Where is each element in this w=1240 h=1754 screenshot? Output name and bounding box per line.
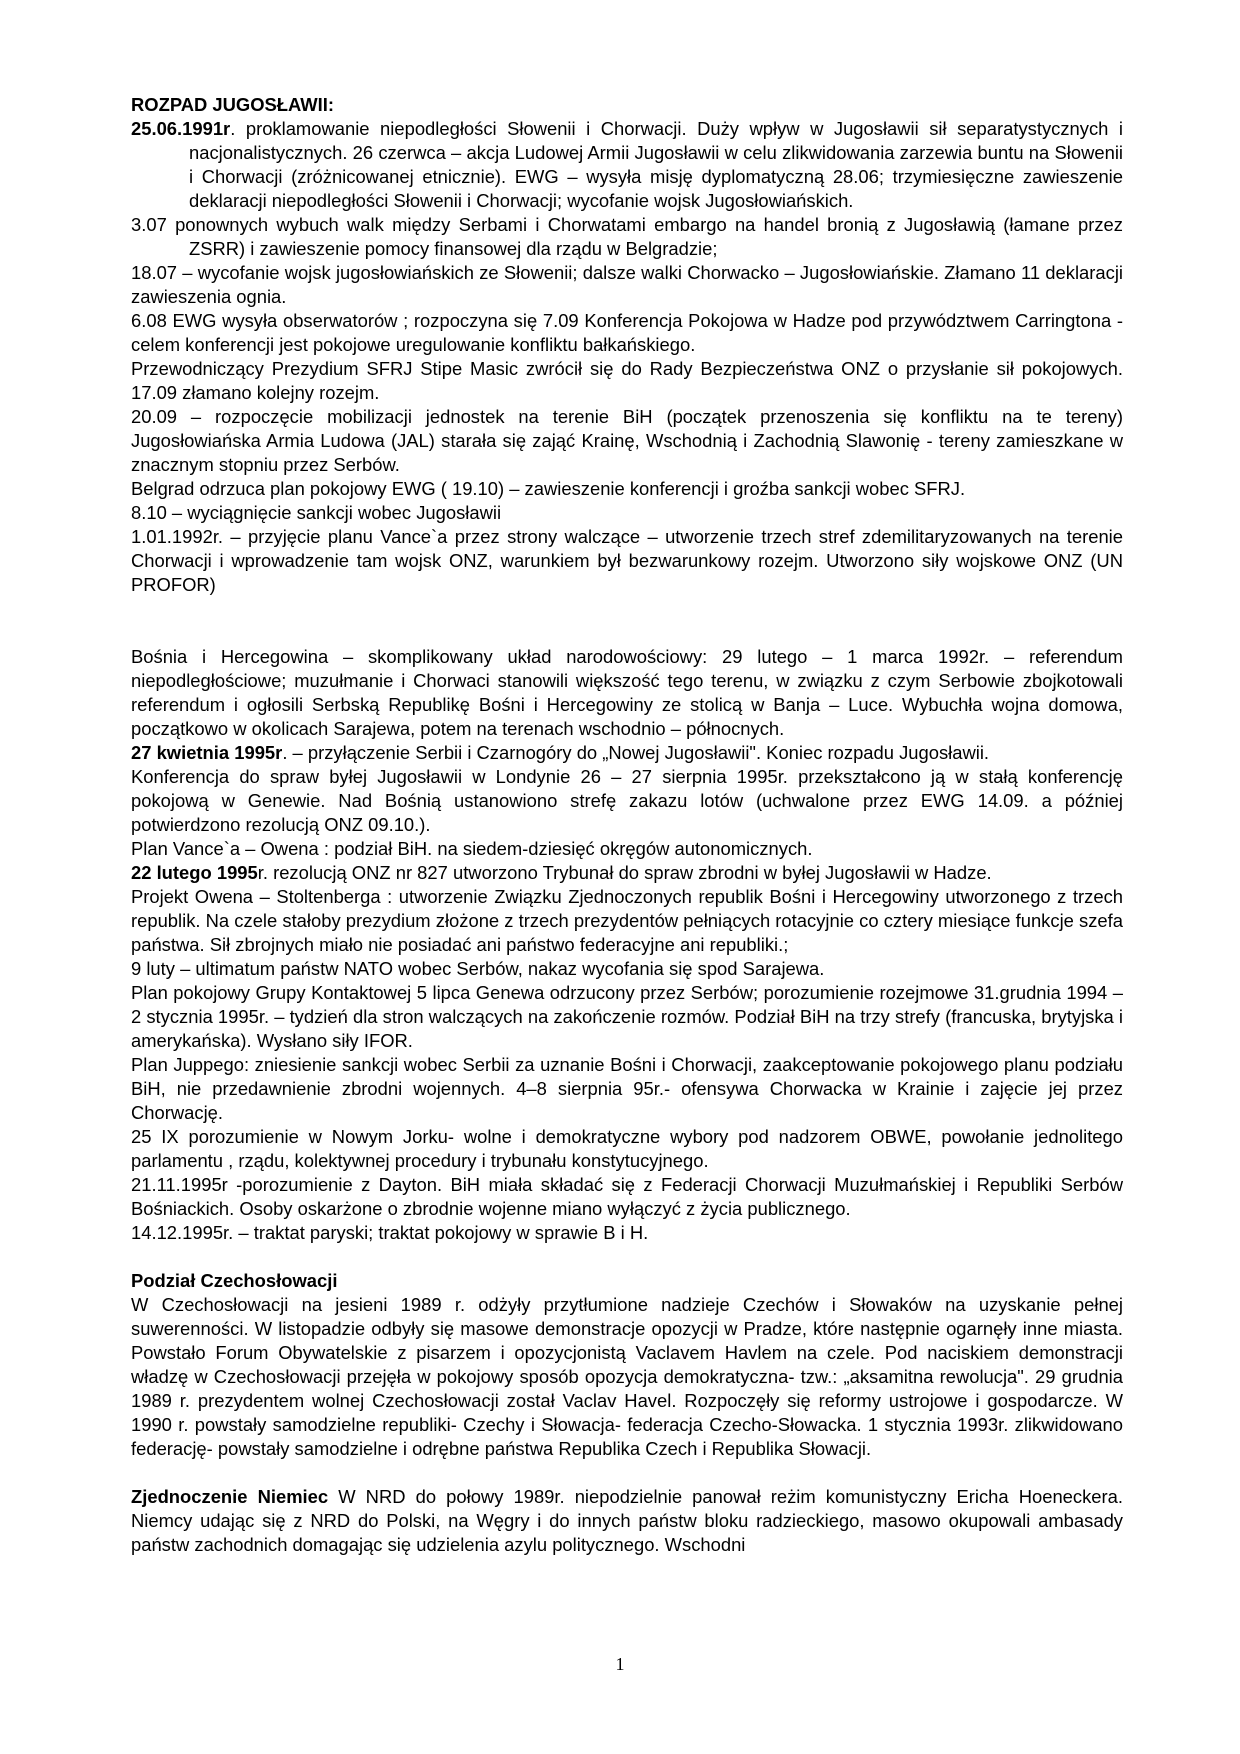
- paragraph-spacer: [131, 621, 1123, 645]
- date-highlight: 22 lutego 1995: [131, 862, 258, 883]
- document-body: [131, 93, 1123, 1557]
- date-suffix: r: [257, 862, 263, 883]
- paragraph: 25 IX porozumienie w Nowym Jorku- wolne i demokratyczne wybory pod nadzorem OBWE, powołanie jednolitego parlamentu , rządu, kolektywnej procedury i trybunału konstytucyjnego.: [131, 1126, 1123, 1171]
- paragraph-text: . proklamowanie niepodległości Słowenii i Chorwacji. Duży wpływ w Jugosławii sił separatystycznych i nacjonalistycznych. 26 czerwca – akcja Ludowej Armii Jugosławii w celu zlikwidowania zarzewia buntu na Słowenii i Chorwacji (zróżnicowanej etnicznie). EWG – wysyła misję dyplomatyczną 28.06; trzymiesięczne zawieszenie deklaracji niepodległości Słowenii i Chorwacji; wycofanie wojsk Jugosłowiańskich.: [189, 118, 1123, 211]
- paragraph: 6.08 EWG wysyła obserwatorów ; rozpoczyna się 7.09 Konferencja Pokojowa w Hadze pod przywództwem Carringtona - celem konferencji jest pokojowe uregulowanie konfliktu bałkańskiego.: [131, 310, 1123, 355]
- paragraph: 1.01.1992r. – przyjęcie planu Vance`a przez strony walczące – utworzenie trzech stref zdemilitaryzowanych na terenie Chorwacji i wprowadzenie tam wojsk ONZ, warunkiem był bezwarunkowy rozejm. Utworzono siły wojskowe ONZ (UN PROFOR): [131, 526, 1123, 595]
- paragraph: 20.09 – rozpoczęcie mobilizacji jednostek na terenie BiH (początek przenoszenia się konfliktu na te tereny) Jugosłowiańska Armia Ludowa (JAL) starała się zająć Krainę, Wschodnią i Zachodnią Slawonię - tereny zamieszkane w znacznym stopniu przez Serbów.: [131, 406, 1123, 475]
- paragraph: [131, 741, 1123, 765]
- paragraph: Przewodniczący Prezydium SFRJ Stipe Masic zwrócił się do Rady Bezpieczeństwa ONZ o przysłanie sił pokojowych. 17.09 złamano kolejny rozejm.: [131, 358, 1123, 403]
- section-title-yugoslavia: ROZPAD JUGOSŁAWII:: [131, 94, 334, 115]
- paragraph: 9 luty – ultimatum państw NATO wobec Serbów, nakaz wycofania się spod Sarajewa.: [131, 958, 825, 979]
- paragraph: Belgrad odrzuca plan pokojowy EWG ( 19.10) – zawieszenie konferencji i groźba sankcji wobec SFRJ.: [131, 478, 966, 499]
- paragraph: [131, 861, 1123, 885]
- paragraph: 14.12.1995r. – traktat paryski; traktat pokojowy w sprawie B i H.: [131, 1222, 649, 1243]
- paragraph: 18.07 – wycofanie wojsk jugosłowiańskich ze Słowenii; dalsze walki Chorwacko – Jugosłowiańskie. Złamano 11 deklaracji zawieszenia ognia.: [131, 262, 1123, 307]
- paragraph: Konferencja do spraw byłej Jugosławii w Londynie 26 – 27 sierpnia 1995r. przekształcono ją w stałą konferencję pokojową w Genewie. Nad Bośnią ustanowiono strefę zakazu lotów (uchwalone przez EWG 14.09. a później potwierdzono rezolucją ONZ 09.10.).: [131, 766, 1123, 835]
- paragraph-text: W NRD do połowy 1989r. niepodzielnie panował reżim komunistyczny Ericha Hoeneckera. Niemcy udając się z NRD do Polski, na Węgry i do innych państw bloku radzieckiego, masowo okupowali ambasady państw zachodnich domagając się udzielenia azylu politycznego. Wschodni: [131, 1486, 1123, 1555]
- section-title-germany: Zjednoczenie Niemiec: [131, 1486, 329, 1507]
- date-highlight: 25.06.1991: [131, 118, 224, 139]
- paragraph-spacer: [131, 1245, 1123, 1269]
- paragraph: [131, 1485, 1123, 1557]
- paragraph-text: . rezolucją ONZ nr 827 utworzono Trybunał do spraw zbrodni w byłej Jugosławii w Hadze.: [262, 862, 992, 883]
- paragraph: Plan Juppego: zniesienie sankcji wobec Serbii za uznanie Bośni i Chorwacji, zaakceptowanie pokojowego planu podziału BiH, nie przedawnienie zbrodni wojennych. 4–8 sierpnia 95r.- ofensywa Chorwacka w Krainie i zajęcie jej przez Chorwację.: [131, 1054, 1123, 1123]
- page-number: 1: [615, 1654, 625, 1674]
- date-highlight: 27 kwietnia 1995r: [131, 742, 283, 763]
- paragraph: W Czechosłowacji na jesieni 1989 r. odżyły przytłumione nadzieje Czechów i Słowaków na uzyskanie pełnej suwerenności. W listopadzie odbyły się masowe demonstracje opozycji w Pradze, które następnie ogarnęły inne miasta. Powstało Forum Obywatelskie z pisarzem i opozycjonistą Vaclavem Havlem na czele. Pod naciskiem demonstracji władzę w Czechosłowacji przejęła w pokojowy sposób opozycja demokratyczna- tzw.: „aksamitna rewolucja". 29 grudnia 1989 r. prezydentem wolnej Czechosłowacji został Vaclav Havel. Rozpoczęły się reformy ustrojowe i gospodarcze. W 1990 r. powstały samodzielne republiki- Czechy i Słowacja- federacja Czecho-Słowacka. 1 stycznia 1993r. zlikwidowano federację- powstały samodzielne i odrębne państwa Republika Czech i Republika Słowacji.: [131, 1294, 1123, 1459]
- paragraph: Plan pokojowy Grupy Kontaktowej 5 lipca Genewa odrzucony przez Serbów; porozumienie rozejmowe 31.grudnia 1994 – 2 stycznia 1995r. – tydzień dla stron walczących na zakończenie rozmów. Podział BiH na trzy strefy (francuska, brytyjska i amerykańska). Wysłano siły IFOR.: [131, 982, 1123, 1051]
- paragraph: Projekt Owena – Stoltenberga : utworzenie Związku Zjednoczonych republik Bośni i Hercegowiny utworzonego z trzech republik. Na czele stałoby prezydium złożone z trzech prezydentów pełniących rotacyjnie co cztery miesiące funkcje szefa państwa. Sił zbrojnych miało nie posiadać ani państwo federacyjne ani republiki.;: [131, 886, 1123, 955]
- paragraph: Bośnia i Hercegowina – skomplikowany układ narodowościowy: 29 lutego – 1 marca 1992r. – referendum niepodległościowe; muzułmanie i Chorwaci stanowili większość tego terenu, w związku z czym Serbowie zbojkotowali referendum i ogłosili Serbską Republikę Bośni i Hercegowiny ze stolicą w Banja – Luce. Wybuchła wojna domowa, początkowo w okolicach Sarajewa, potem na terenach wschodnio – północnych.: [131, 646, 1123, 739]
- paragraph-spacer: [131, 597, 1123, 621]
- section-title-czechoslovakia: Podział Czechosłowacji: [131, 1270, 338, 1291]
- paragraph: 3.07 ponownych wybuch walk między Serbami i Chorwatami embargo na handel bronią z Jugosławią (łamane przez ZSRR) i zawieszenie pomocy finansowej dla rządu w Belgradzie;: [131, 214, 1123, 259]
- paragraph-text: . – przyłączenie Serbii i Czarnogóry do „Nowej Jugosławii". Koniec rozpadu Jugosławii.: [282, 742, 990, 763]
- paragraph: [131, 117, 1123, 213]
- paragraph: 8.10 – wyciągnięcie sankcji wobec Jugosławii: [131, 502, 502, 523]
- date-suffix: r: [223, 118, 231, 139]
- paragraph: 21.11.1995r -porozumienie z Dayton. BiH miała składać się z Federacji Chorwacji Muzułmańskiej i Republiki Serbów Bośniackich. Osoby oskarżone o zbrodnie wojenne miano wyłączyć z życia publicznego.: [131, 1174, 1123, 1219]
- paragraph-spacer: [131, 1461, 1123, 1485]
- paragraph: Plan Vance`a – Owena : podział BiH. na siedem-dziesięć okręgów autonomicznych.: [131, 838, 813, 859]
